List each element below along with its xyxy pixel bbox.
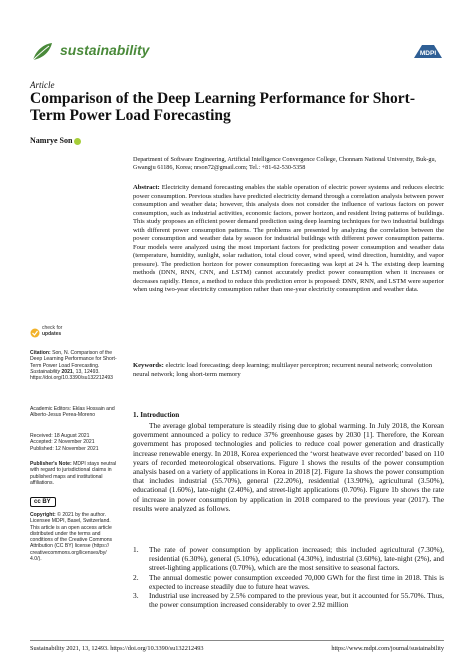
check-updates-icon [30, 327, 40, 339]
received-date: Received: 18 August 2021 [30, 433, 90, 439]
accepted-date: Accepted: 2 November 2021 [30, 439, 95, 446]
affiliation: Department of Software Engineering, Artificial Intelligence Convergence College, Chonnam National University, Buk-gu, Gwangju 61186, Korea; nrson72@gmail.com; Tel.: +81-62-530-5358 [133, 156, 437, 171]
list-item [133, 573, 444, 591]
article-type: Article [30, 80, 55, 90]
findings-list [133, 545, 444, 609]
list-number: 1. [133, 545, 139, 554]
publisher-note-text: MDPI stays neutral with regard to jurisdictional claims in published maps and institutional affiliations. [30, 461, 117, 486]
copyright-block [30, 512, 118, 562]
list-item-text: The annual domestic power consumption exceeded 70,000 GWh for the first time in 2018. This is expected to increase steadily due to future heat waves. [149, 572, 444, 591]
academic-editors: Academic Editors: Eklas Hossain and Alberto-Jesus Perea-Moreno [30, 406, 115, 419]
orcid-icon[interactable] [74, 138, 81, 145]
citation-journal: Sustainability [30, 368, 61, 375]
abstract [133, 184, 444, 295]
list-item [133, 591, 444, 609]
citation-block [30, 350, 118, 381]
author-line [30, 136, 81, 145]
footer-divider [30, 640, 444, 641]
publisher-note [30, 461, 118, 486]
check-updates-line2: updates [42, 330, 62, 337]
keywords [133, 362, 444, 379]
mdpi-logo-text: MDPI [419, 50, 437, 57]
citation-year: 2021 [61, 368, 73, 375]
footer-url[interactable]: https://www.mdpi.com/journal/sustainability [331, 645, 444, 652]
abstract-label: Abstract: [133, 184, 160, 191]
journal-leaf-icon [30, 40, 54, 64]
cc-by-license-icon[interactable] [30, 497, 56, 507]
list-item [133, 545, 444, 573]
copyright-label: Copyright: [30, 512, 56, 518]
page-footer [30, 645, 444, 652]
article-title: Comparison of the Deep Learning Performance for Short-Term Power Load Forecasting [30, 90, 415, 124]
citation-label: Citation: [30, 350, 51, 356]
publisher-note-label: Publisher's Note: [30, 461, 72, 467]
cc-label: cc BY [34, 499, 51, 505]
copyright-text: © 2021 by the author. Licensee MDPI, Basel, Switzerland. This article is an open access article distributed under the terms and conditions of the Creative Commons Attribution (CC BY) license (https:// creativecommons.org/licenses/by/ 4.0/). [30, 512, 113, 563]
keywords-text: electric load forecasting; deep learning; multilayer perceptron; recurrent neural network; convolution neural network; long short-term memory [133, 362, 433, 378]
journal-header [30, 38, 444, 68]
check-updates-line1: check for [42, 325, 63, 331]
author-name[interactable]: Namrye Son [30, 136, 73, 145]
published-date: Published: 12 November 2021 [30, 445, 99, 452]
check-for-updates-button[interactable] [30, 326, 70, 342]
list-item-text: Industrial use increased by 2.5% compared to the previous year, but it accounted for 55.70%. Thus, the power consumption increased considerably to over 2.92 million [149, 591, 444, 610]
dates-block [30, 433, 118, 452]
abstract-text: Electricity demand forecasting enables the stable operation of electric power systems and reduces electric power consumption. Previous studies have predicted electricity demand through a correlation analysis between power consumption and weather data; however, this analysis does not consider the influence of various factors on power consumption, such as industrial activities, economic factors, power horizon, and resident living patterns of buildings. This study proposes an efficient power demand prediction using deep learning techniques for two industrial buildings with different power consumption patterns. The problems are presented by analyzing the correlation between the power consumption and weather data by season for industrial buildings with different power consumption patterns. Four models were analyzed using the most important factors for predicting power consumption and weather data (temperature, humidity, sunlight, solar radiation, total cloud cover, wind speed, wind direction, humidity, and vapor pressure). The prediction horizon for power consumption forecasting was kept at 24 h. The existing deep learning methods (DNN, RNN, CNN, and LSTM) cannot accurately predict power consumption when it increases or decreases rapidly. Hence, a method to reduce this prediction error is proposed: DNN, RNN, and LSTM were superior when using two-year electricity consumption rather than one-year electricity consumption and weather data. [133, 184, 444, 293]
citation-text: Son, N. Comparison of the Deep Learning Performance for Short-Term Power Load Forecasting. [30, 350, 117, 369]
list-number: 3. [133, 591, 139, 601]
mdpi-logo[interactable] [412, 42, 444, 62]
list-item-text: The rate of power consumption by application increased; this included agricultural (7.30%), residential (6.30%), general (5.10%), educational (4.30%), industrial (3.60%), late-night (2%), and street-lighting applications (0.70%), which are the most sensitive to seasonal factors. [149, 545, 444, 573]
keywords-label: Keywords: [133, 362, 164, 369]
citation-rest[interactable]: , 13, 12493. https://doi.org/10.3390/su132212493 [30, 368, 113, 382]
intro-paragraph [133, 421, 444, 513]
section-heading-introduction: 1. Introduction [133, 411, 180, 419]
check-updates-label [42, 326, 62, 337]
intro-paragraph-text: The average global temperature is steadily rising due to global warming. In July 2018, the Korean government announced a policy to reduce 37% greenhouse gases by 2030 [1]. Therefore, the Korean government has proposed technologies and policies to reduce coal power generation and drastically increase renewable energy. In 2018, Korea experienced the ‘worst heatwave ever recorded’ based on 110 years of recorded meteorological observations. Figure 1 shows the results of the power consumption analysis based on a variety of applications in Korea in 2018 [2]. Figure 1a shows the power consumption that includes industrial (55.70%), general (22.20%), residential (13.90%), agricultural (3.50%), educational (1.60%), late-night (2.40%), and street-light applications (0.70%). Figure 1b shows the rate of increase in power consumption by application in 2018 compared to the previous year (2017). The results were analyzed as follows. [133, 421, 444, 513]
list-number: 2. [133, 572, 139, 582]
footer-citation[interactable]: Sustainability 2021, 13, 12493. https://doi.org/10.3390/su132212493 [30, 645, 204, 652]
journal-name[interactable]: sustainability [60, 42, 150, 58]
